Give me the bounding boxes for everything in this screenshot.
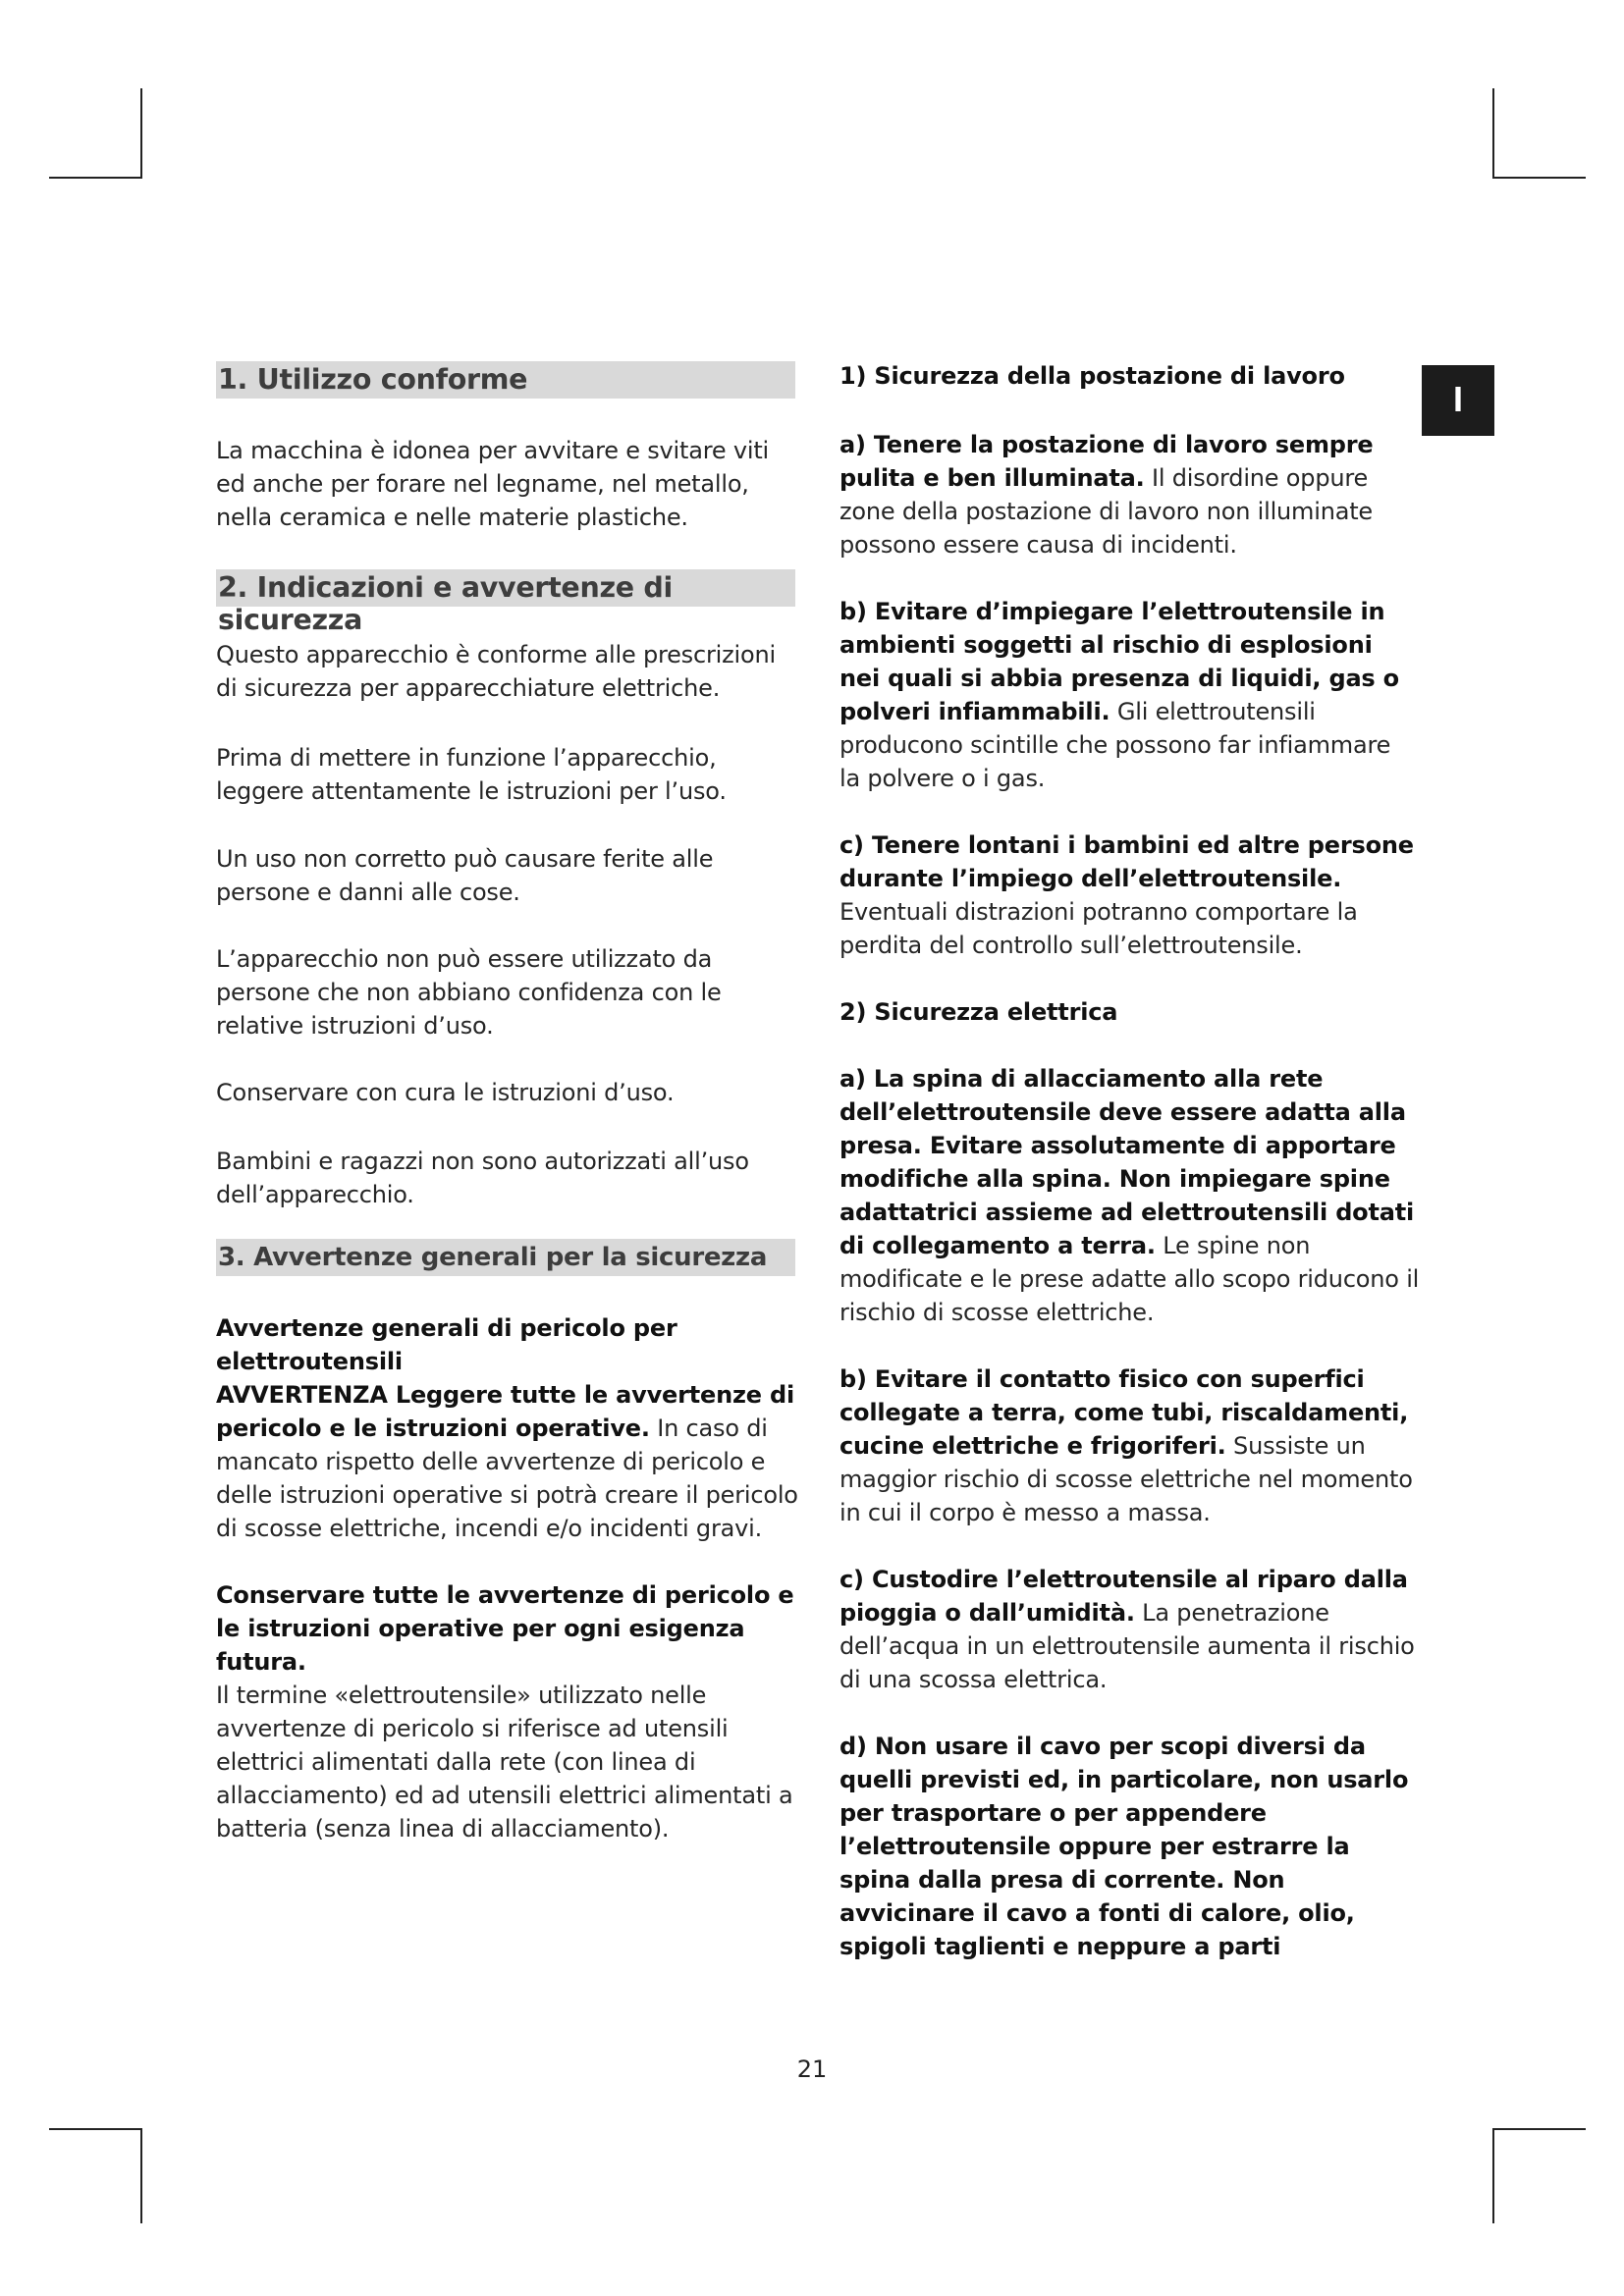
crop-mark-bottom-right-v: [1492, 2128, 1494, 2223]
electrical-item-a: [839, 1062, 1424, 1329]
section-heading-2-text: 2. Indicazioni e avvertenze di sicurezza: [218, 571, 673, 636]
workplace-item-b-bold: b) Evitare d’impiegare l’elettroutensile in ambienti soggetti al rischio di esplosioni nei quali si abbia presenza di liquidi, gas o polveri infiammabili.: [839, 598, 1399, 725]
compliance-paragraph: Questo apparecchio è conforme alle prescrizioni di sicurezza per apparecchiature elettriche.: [216, 641, 776, 702]
language-tab-label: I: [1452, 379, 1463, 419]
workplace-item-c-bold: c) Tenere lontani i bambini ed altre persone durante l’impiego dell’elettroutensile.: [839, 831, 1414, 892]
unfamiliar-users-paragraph: L’apparecchio non può essere utilizzato da persone che non abbiano confidenza con le relative istruzioni d’uso.: [216, 945, 722, 1040]
workplace-item-c-text: Eventuali distrazioni potranno comportare la perdita del controllo sull’elettroutensile.: [839, 898, 1358, 959]
section-heading-3: [216, 1239, 795, 1276]
crop-mark-top-left-v: [140, 88, 142, 179]
workplace-item-b-text: Gli elettroutensili producono scintille che possono far infiammare la polvere o i gas.: [839, 698, 1391, 792]
electrical-item-c-text: La penetrazione dell’acqua in un elettroutensile aumenta il rischio di una scossa elettrica.: [839, 1599, 1415, 1693]
electrical-item-b-bold: b) Evitare il contatto fisico con superfici collegate a terra, come tubi, riscaldamenti, cucine elettriche e frigoriferi.: [839, 1365, 1409, 1460]
workplace-item-a-text: Il disordine oppure zone della postazione di lavoro non illuminate possono essere causa di incidenti.: [839, 464, 1373, 559]
keep-warnings-paragraph: Conservare tutte le avvertenze di pericolo e le istruzioni operative per ogni esigenza futura.: [216, 1581, 794, 1676]
term-definition-paragraph: Il termine «elettroutensile» utilizzato nelle avvertenze di pericolo si riferisce ad utensili elettrici alimentati dalla rete (con linea di allacciamento) ed ad utensili elettrici alimentati a batteria (senza linea di allacciamento).: [216, 1682, 793, 1842]
crop-mark-bottom-left-h: [49, 2128, 142, 2130]
section-heading-1-text: 1. Utilizzo conforme: [218, 363, 528, 396]
section-heading-1: [216, 361, 795, 399]
electrical-item-b: [839, 1362, 1419, 1529]
page-number: 21: [796, 2056, 828, 2083]
section-heading-3-text: 3. Avvertenze generali per la sicurezza: [218, 1243, 768, 1272]
electrical-item-d-bold: d) Non usare il cavo per scopi diversi da quelli previsti ed, in particolare, non usarlo per trasportare o per appendere l’elettroutensile oppure per estrarre la spina dalla presa di corrente. Non avvicinare il cavo a fonti di calore, olio, spigoli taglienti e neppure a parti: [839, 1733, 1409, 1960]
language-tab-marker: [1422, 365, 1494, 436]
misuse-paragraph: Un uso non corretto può causare ferite alle persone e danni alle cose.: [216, 845, 714, 906]
crop-mark-top-left-h: [49, 177, 142, 179]
workplace-item-a: [839, 428, 1389, 561]
electrical-item-c: [839, 1563, 1419, 1696]
electrical-item-a-text: Le spine non modificate e le prese adatte allo scopo riducono il rischio di scosse elettriche.: [839, 1232, 1420, 1326]
electrical-item-b-text: Sussiste un maggior rischio di scosse elettriche nel momento in cui il corpo è messo a massa.: [839, 1432, 1413, 1526]
electrical-safety-title: 2) Sicurezza elettrica: [839, 998, 1118, 1026]
children-paragraph: Bambini e ragazzi non sono autorizzati all’uso dell’apparecchio.: [216, 1148, 749, 1208]
electrical-item-d: [839, 1730, 1419, 1963]
workplace-item-a-bold: a) Tenere la postazione di lavoro sempre pulita e ben illuminata.: [839, 431, 1374, 492]
section-heading-2: [216, 569, 795, 636]
workplace-item-b: [839, 595, 1414, 795]
crop-mark-top-right-v: [1492, 88, 1494, 179]
electrical-item-c-bold: c) Custodire l’elettroutensile al riparo dalla pioggia o dall’umidità.: [839, 1566, 1408, 1627]
warning-paragraph-text: In caso di mancato rispetto delle avvertenze di pericolo e delle istruzioni operative si potrà creare il pericolo di scosse elettriche, incendi e/o incidenti gravi.: [216, 1415, 798, 1542]
workplace-safety-title: 1) Sicurezza della postazione di lavoro: [839, 362, 1345, 390]
general-warnings-title: Avvertenze generali di pericolo per elettroutensili: [216, 1314, 677, 1375]
read-instructions-paragraph: Prima di mettere in funzione l’apparecchio, leggere attentamente le istruzioni per l’uso.: [216, 744, 727, 805]
crop-mark-bottom-left-v: [140, 2128, 142, 2223]
warning-paragraph: [216, 1378, 800, 1545]
crop-mark-top-right-h: [1492, 177, 1586, 179]
electrical-item-a-bold: a) La spina di allacciamento alla rete dell’elettroutensile deve essere adatta alla presa. Evitare assolutamente di apportare modifiche alla spina. Non impiegare spine adattatrici assieme ad elettroutensili dotati di collegamento a terra.: [839, 1065, 1415, 1259]
warning-paragraph-bold: AVVERTENZA Leggere tutte le avvertenze di pericolo e le istruzioni operative.: [216, 1381, 794, 1442]
crop-mark-bottom-right-h: [1492, 2128, 1586, 2130]
workplace-item-c: [839, 828, 1414, 962]
intended-use-paragraph: La macchina è idonea per avvitare e svitare viti ed anche per forare nel legname, nel metallo, nella ceramica e nelle materie plastiche.: [216, 437, 770, 531]
keep-instructions-paragraph: Conservare con cura le istruzioni d’uso.: [216, 1079, 675, 1106]
